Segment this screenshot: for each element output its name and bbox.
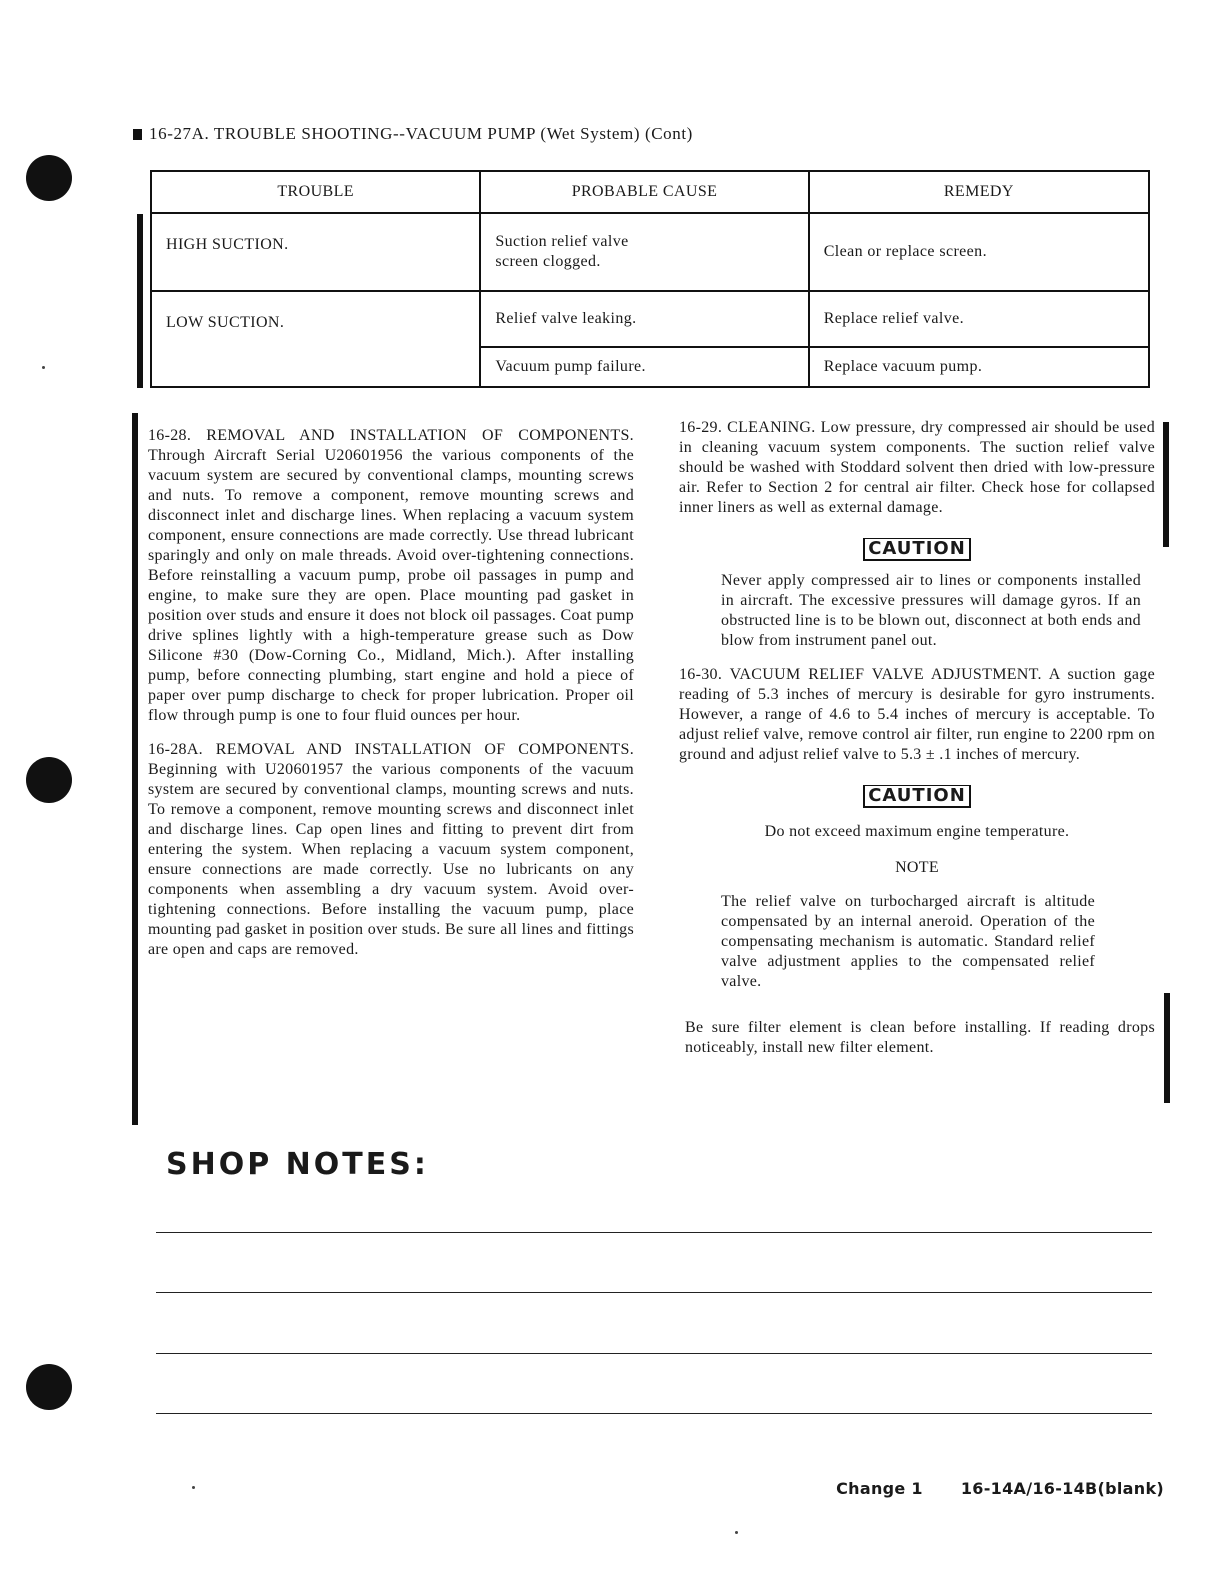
- left-column: [148, 426, 634, 974]
- troubleshooting-table: [150, 170, 1150, 388]
- column-header-remedy: REMEDY: [809, 171, 1149, 213]
- shop-notes-title: SHOP NOTES:: [166, 1147, 429, 1182]
- cause-cell: Suction relief valve screen clogged.: [480, 213, 808, 291]
- note-label: NOTE: [895, 859, 939, 876]
- body-16-28: Through Aircraft Serial U20601956 the various components of the vacuum system are secured by conventional clamps, mounting screws and nuts. To remove a component, remove mounting screws and disconnect inlet and discharge lines. When replacing a vacuum system component, ensure connections are made correctly. Use thread lubricant sparingly and only on male threads. Avoid over-tightening connections. Before reinstalling a vacuum pump, probe oil passages in pump and engine, to make sure they are open. Place mounting pad gasket in position over studs and ensure it does not block oil passages. Coat pump drive splines lightly with a high-temperature grease such as Dow Silicone #30 (Dow-Corning Co., Midland, Mich.). After installing pump, before connecting plumbing, start engine and hold a piece of paper over pump discharge to check for proper lubrication. Proper oil flow through pump is one to four fluid ounces per hour.: [148, 447, 634, 724]
- change-bar-cleaning: [1163, 422, 1169, 547]
- binder-hole-middle: [26, 757, 72, 803]
- speck: [192, 1486, 195, 1489]
- bullet-square-icon: [133, 129, 142, 140]
- heading-16-30: 16-30. VACUUM RELIEF VALVE ADJUSTMENT.: [679, 666, 1042, 683]
- change-bar-table: [137, 214, 143, 388]
- notes-line: [156, 1413, 1152, 1414]
- binder-hole-top: [26, 155, 72, 201]
- paragraph-16-29: [679, 418, 1155, 518]
- remedy-cell: Replace vacuum pump.: [809, 347, 1149, 387]
- notes-line: [156, 1353, 1152, 1354]
- change-bar-note: [1164, 993, 1170, 1103]
- cause-cell: Vacuum pump failure.: [480, 347, 808, 387]
- trouble-cell: LOW SUCTION.: [151, 291, 480, 387]
- speck: [42, 366, 45, 369]
- body-16-30: A suction gage reading of 5.3 inches of mercury is desirable for gyro instruments. However, a range of 4.6 to 5.4 inches of mercury is acceptable. To adjust relief valve, remove control air filter, run engine to 2200 rpm on ground and adjust relief valve to 5.3 ± .1 inches of mercury.: [679, 666, 1155, 763]
- filter-paragraph: Be sure filter element is clean before installing. If reading drops noticeably, install new filter element.: [685, 1019, 1155, 1056]
- paragraph-16-28: [148, 426, 634, 726]
- caution-text: Never apply compressed air to lines or components installed in aircraft. The excessive pressures will damage gyros. If an obstructed line is to be blown out, disconnect at both ends and blow from instrument panel out.: [721, 572, 1141, 649]
- caution-label: CAUTION: [863, 785, 971, 808]
- table-row: [151, 213, 1149, 291]
- notes-line: [156, 1292, 1152, 1293]
- notes-line: [156, 1232, 1152, 1233]
- heading-16-28: 16-28. REMOVAL AND INSTALLATION OF COMPONENTS.: [148, 427, 634, 444]
- remedy-cell: Clean or replace screen.: [809, 213, 1149, 291]
- section-title: 16-27A. TROUBLE SHOOTING--VACUUM PUMP (Wet System) (Cont): [149, 124, 693, 143]
- cause-cell: Relief valve leaking.: [480, 291, 808, 347]
- caution-text: Do not exceed maximum engine temperature.: [764, 823, 1070, 840]
- column-header-probable-cause: PROBABLE CAUSE: [480, 171, 808, 213]
- page-number: 16-14A/16-14B(blank): [960, 1479, 1164, 1498]
- note-text: The relief valve on turbocharged aircraft is altitude compensated by an internal aneroid. Operation of the compensating mechanism is automatic. Standard relief valve adjustment applies to the compensated relief valve.: [721, 893, 1095, 990]
- section-header: [133, 124, 693, 144]
- heading-16-29: 16-29. CLEANING.: [679, 419, 816, 436]
- paragraph-16-28a: [148, 740, 634, 960]
- heading-16-28a: 16-28A. REMOVAL AND INSTALLATION OF COMPONENTS.: [148, 741, 634, 758]
- column-header-trouble: TROUBLE: [151, 171, 480, 213]
- change-label: Change 1: [836, 1479, 923, 1498]
- page-footer: [836, 1479, 1164, 1498]
- right-column: [679, 418, 1155, 1072]
- table-row: [151, 291, 1149, 347]
- trouble-cell: HIGH SUCTION.: [151, 213, 480, 291]
- paragraph-16-30: [679, 665, 1155, 765]
- speck: [735, 1531, 738, 1534]
- remedy-cell: Replace relief valve.: [809, 291, 1149, 347]
- change-bar-left-column: [132, 413, 138, 1125]
- table-header-row: [151, 171, 1149, 213]
- body-16-29: Low pressure, dry compressed air should be used in cleaning vacuum system components. The suction relief valve should be washed with Stoddard solvent then dried with low-pressure air. Refer to Section 2 for central air filter. Check hose for collapsed inner liners as well as external damage.: [679, 419, 1155, 516]
- caution-label: CAUTION: [863, 538, 971, 561]
- binder-hole-bottom: [26, 1364, 72, 1410]
- body-16-28a: Beginning with U20601957 the various components of the vacuum system are secured by conventional clamps, mounting screws and nuts. To remove a component, remove mounting screws and disconnect inlet and discharge lines. Cap open lines and fitting to prevent dirt from entering the system. When replacing a vacuum system component, ensure connections are made correctly. Use no lubricants on any components when assembling a dry vacuum system. Avoid over-tightening connections. Before installing the vacuum pump, place mounting pad gasket in position over studs. Be sure all lines and fittings are open and caps are removed.: [148, 761, 634, 958]
